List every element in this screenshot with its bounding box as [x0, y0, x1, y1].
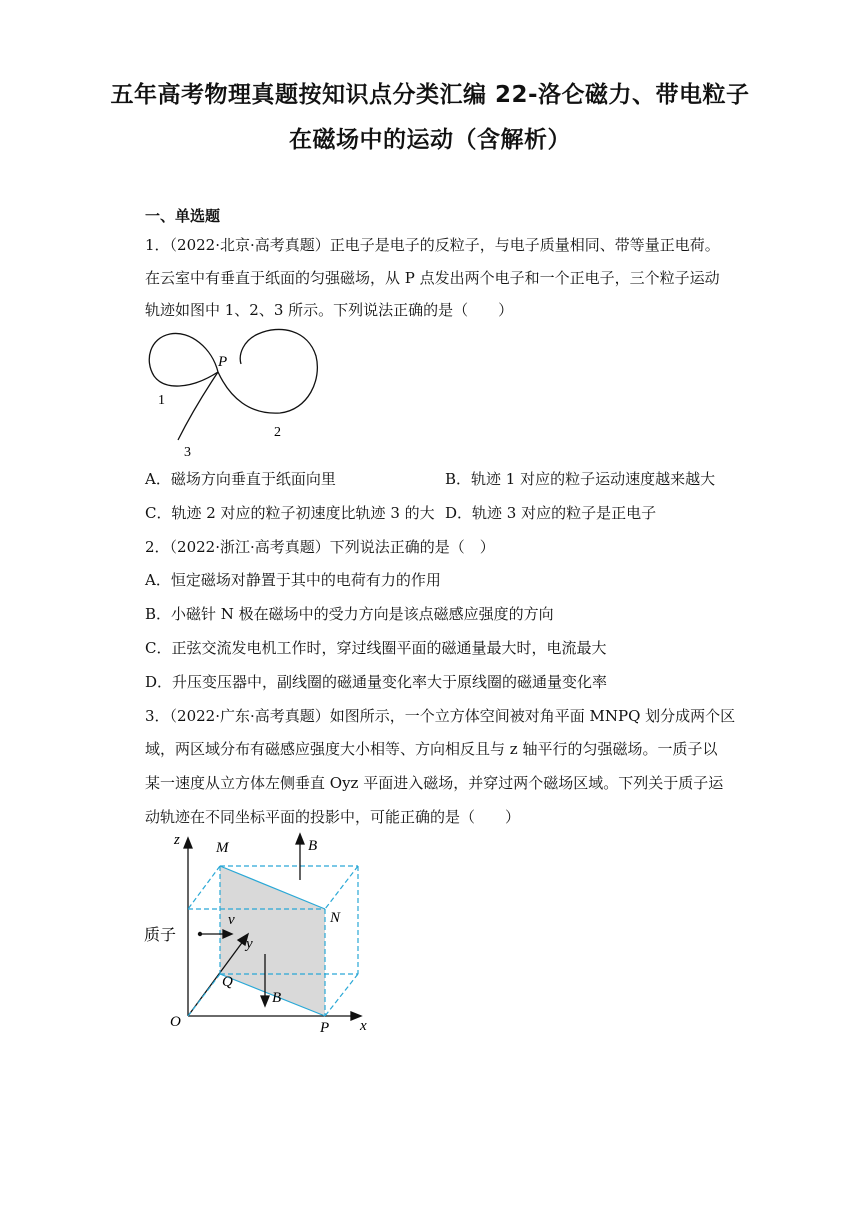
- q3-cube-figure: [140, 830, 380, 1040]
- q1-option-b: B．轨迹 1 对应的粒子运动速度越来越大: [445, 470, 716, 488]
- point-p-label: P: [320, 1020, 330, 1036]
- q2-option-c: C．正弦交流发电机工作时，穿过线圈平面的磁通量最大时，电流最大: [145, 639, 607, 657]
- q3-text-line4: 动轨迹在不同坐标平面的投影中，可能正确的是（ ）: [145, 808, 521, 826]
- page-title-line2: 在磁场中的运动（含解析）: [289, 127, 571, 153]
- point-q-label: Q: [222, 974, 233, 990]
- q1-option-a: A．磁场方向垂直于纸面向里: [145, 470, 336, 488]
- q2-option-a: A．恒定磁场对静置于其中的电荷有力的作用: [145, 571, 441, 589]
- q2-option-b: B．小磁针 N 极在磁场中的受力方向是该点磁感应强度的方向: [145, 605, 554, 623]
- b-top-label: B: [308, 838, 318, 854]
- section-heading: 一、单选题: [145, 207, 221, 225]
- y-axis-label: y: [246, 936, 253, 952]
- point-m-label: M: [216, 840, 229, 856]
- x-axis-label: x: [360, 1018, 367, 1034]
- q3-text-line1: 3．（2022·广东·高考真题）如图所示，一个立方体空间被对角平面 MNPQ 划分成两个区: [145, 707, 736, 725]
- trajectory-2: [218, 329, 317, 413]
- q3-text-line2: 域，两区域分布有磁感应强度大小相等、方向相反且与 z 轴平行的匀强磁场。一质子以: [145, 740, 718, 758]
- origin-label: O: [170, 1014, 181, 1030]
- track-3-label: 3: [184, 445, 191, 460]
- track-2-label: 2: [274, 425, 281, 440]
- q1-trajectory-figure: [140, 320, 340, 462]
- proton-dot: [198, 932, 202, 936]
- q2-text-line1: 2．（2022·浙江·高考真题）下列说法正确的是（ ）: [145, 538, 495, 556]
- q1-text-line3: 轨迹如图中 1、2、3 所示。下列说法正确的是（ ）: [145, 301, 514, 319]
- q2-option-d: D．升压变压器中，副线圈的磁通量变化率大于原线圈的磁通量变化率: [145, 673, 608, 691]
- point-n-label: N: [330, 910, 341, 926]
- q1-option-d: D．轨迹 3 对应的粒子是正电子: [445, 504, 657, 522]
- z-axis-arrow: [184, 838, 192, 848]
- q3-text-line3: 某一速度从立方体左侧垂直 Oyz 平面进入磁场，并穿过两个磁场区域。下列关于质子运: [145, 774, 724, 792]
- b-bottom-label: B: [272, 990, 282, 1006]
- q1-text-line2: 在云室中有垂直于纸面的匀强磁场，从 P 点发出两个电子和一个正电子，三个粒子运动: [145, 269, 720, 287]
- velocity-label: v: [228, 912, 235, 928]
- q1-option-c: C．轨迹 2 对应的粒子初速度比轨迹 3 的大: [145, 504, 435, 522]
- page-title-line1: 五年高考物理真题按知识点分类汇编 22-洛仑磁力、带电粒子: [110, 82, 750, 108]
- point-p-label: P: [218, 354, 228, 370]
- trajectory-1: [149, 333, 218, 386]
- proton-label: 质子: [144, 925, 177, 944]
- q1-text-line1: 1．（2022·北京·高考真题）正电子是电子的反粒子，与电子质量相同、带等量正电荷。: [145, 236, 720, 254]
- z-axis-label: z: [174, 832, 180, 848]
- track-1-label: 1: [158, 393, 165, 408]
